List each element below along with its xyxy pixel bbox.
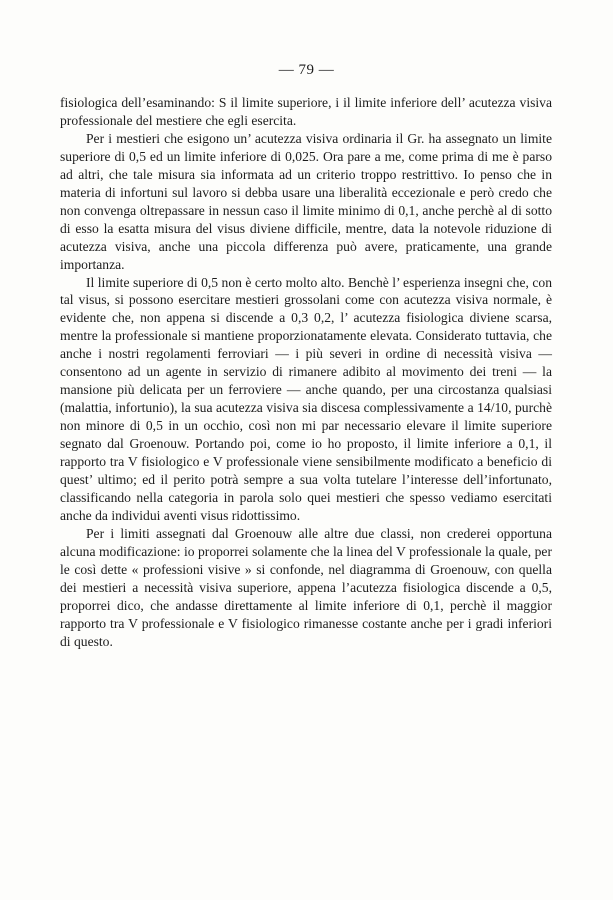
paragraph-2: Per i mestieri che esigono un’ acutezza visiva ordinaria il Gr. ha assegnato un limite superiore di 0,5 ed un limite inferiore di 0,025. Ora pare a me, come prima di me è parso ad altri, che tale misura sia informata ad un criterio troppo restrittivo. Io penso che in materia di infortuni sul lavoro si debba usare una liberalità eccezionale e però credo che non convenga oltrepassare in nessun caso il limite minimo di 0,1, anche perchè al di sotto di esso la esatta misura del visus diviene difficile, mentre, data la notevole riduzione di acutezza visiva, anche una piccola differenza può avere, praticamente, una grande importanza. — [60, 130, 552, 272]
page-number: — 79 — — [278, 62, 335, 78]
paragraph-3: Il limite superiore di 0,5 non è certo molto alto. Benchè l’ esperienza insegni che, con tal visus, si possono esercitare mestieri grossolani come con acutezza visiva normale, è evidente che, non appena si discende a 0,3 0,2, l’ acutezza fisiologica diviene scarsa, mentre la professionale si mantiene proporzionatamente elevata. Considerato tuttavia, che anche i nostri regolamenti ferroviari — i più severi in ordine di necessità visiva — consentono ad un agente in servizio di rimanere adibito al movimento dei treni — la mansione più delicata per un ferroviere — anche quando, per una circostanza qualsiasi (malattia, infortunio), la sua acutezza visiva sia discesa complessivamente a 14/10, purchè non minore di 0,5 in un occhio, così non mi par necessario elevare il limite superiore segnato dal Groenouw. Portando poi, come io ho proposto, il limite inferiore a 0,1, il rapporto tra V fisiologico e V professionale viene sensibilmente modificato a beneficio di quest’ ultimo; ed il perito potrà sempre a sua volta tutelare l’interesse dell’infortunato, classificando nella categoria in parola solo quei mestieri che spesso vediamo esercitati anche da individui aventi visus ridottissimo. — [60, 274, 552, 523]
paragraph-1-continued: fisiologica dell’esaminando: S il limite superiore, i il limite inferiore dell’ acutezza visiva professionale del mestiere che egli esercita. — [60, 95, 552, 128]
body-text — [60, 94, 552, 651]
paragraph-4: Per i limiti assegnati dal Groenouw alle altre due classi, non crederei opportuna alcuna modificazione: io proporrei solamente che la linea del V professionale la quale, per le così dette « professioni visive » si confonde, nel diagramma di Groenouw, con quella dei mestieri a necessità visiva superiore, appena l’acutezza fisiologica discende a 0,5, proporrei dico, che andasse direttamente al limite inferiore di 0,1, perchè il maggior rapporto tra V professionale e V fisiologico rimanesse costante anche per i gradi inferiori di questo. — [60, 525, 552, 649]
